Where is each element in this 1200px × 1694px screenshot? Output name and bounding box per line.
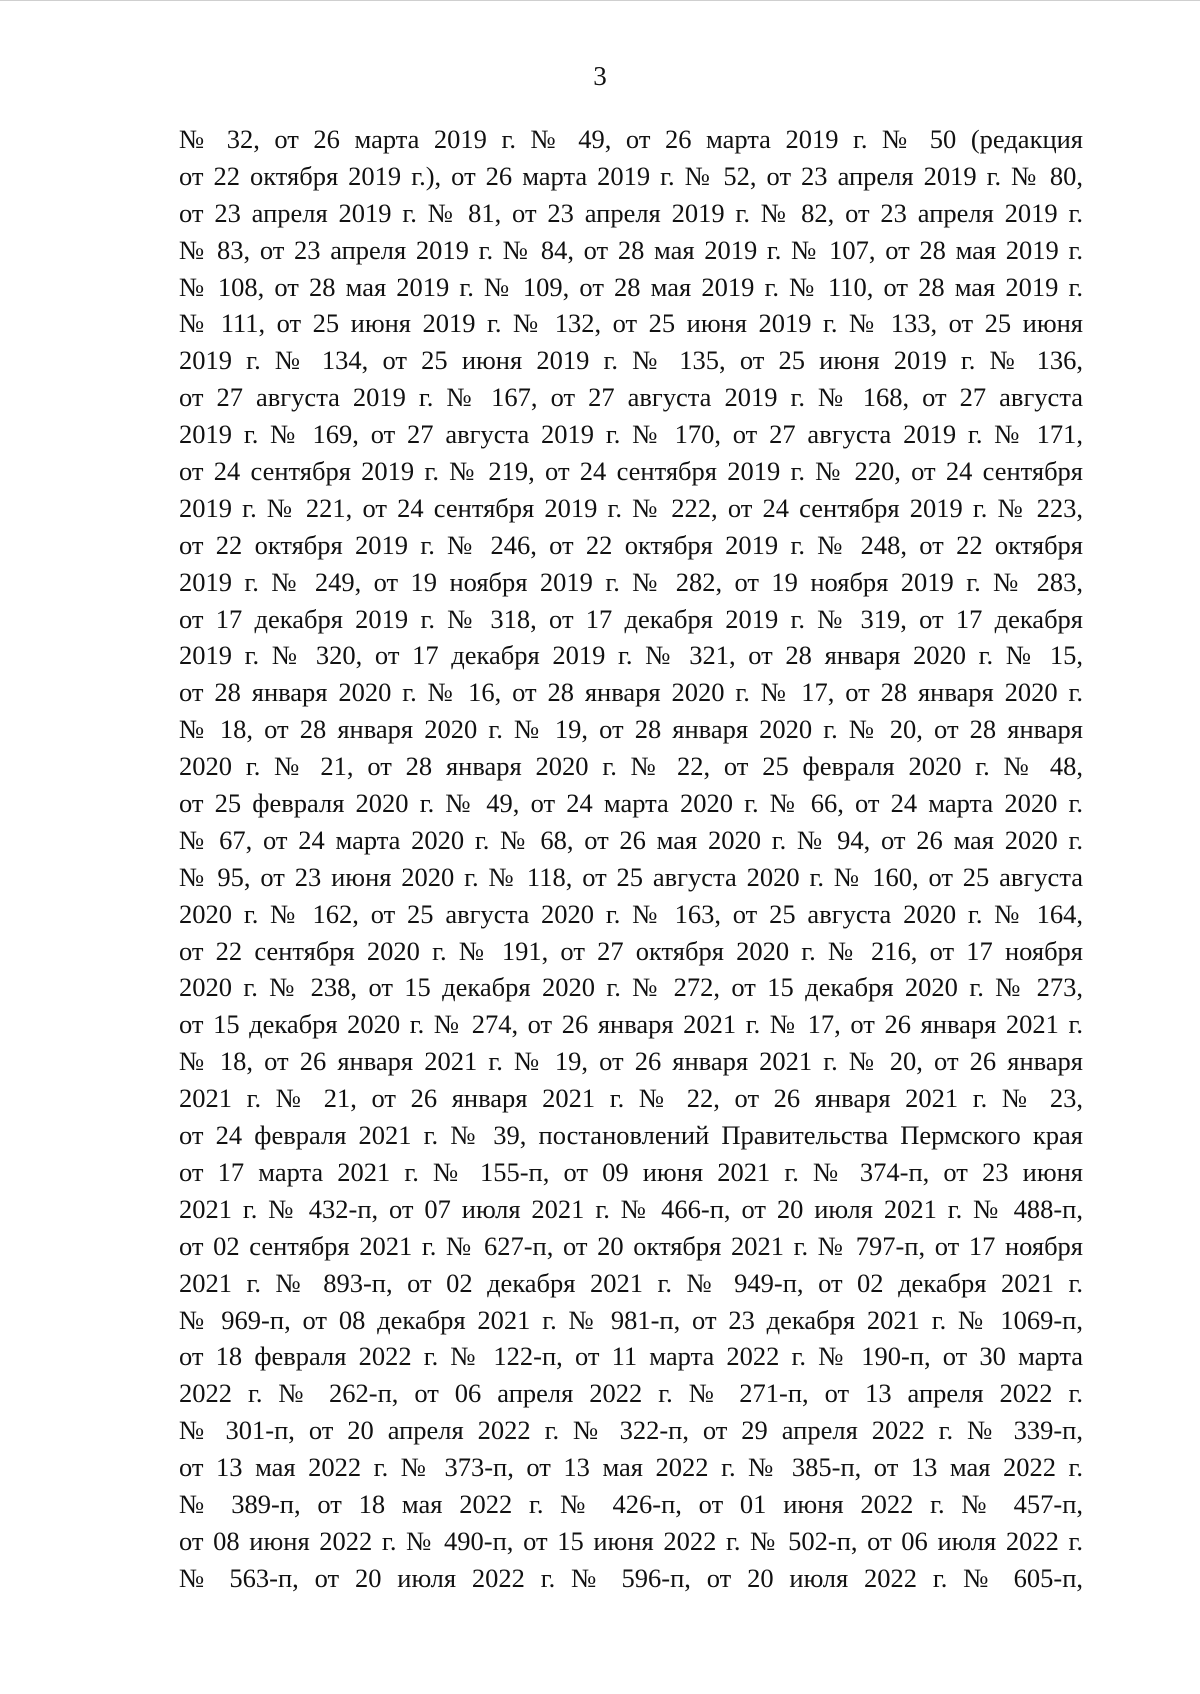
body-text (179, 121, 1083, 1597)
text-line: № 389-п, от 18 мая 2022 г. № 426-п, от 01 июня 2022 г. № 457-п, (179, 1488, 1083, 1519)
text-line: от 22 октября 2019 г.), от 26 марта 2019 г. № 52, от 23 апреля 2019 г. № 80, (179, 160, 1083, 191)
text-line: от 25 февраля 2020 г. № 49, от 24 марта 2020 г. № 66, от 24 марта 2020 г. (179, 788, 1083, 819)
text-line: 2019 г. № 221, от 24 сентября 2019 г. № 222, от 24 сентября 2019 г. № 223, (179, 492, 1083, 523)
text-line: № 83, от 23 апреля 2019 г. № 84, от 28 мая 2019 г. № 107, от 28 мая 2019 г. (179, 234, 1083, 265)
text-line: № 969-п, от 08 декабря 2021 г. № 981-п, от 23 декабря 2021 г. № 1069-п, (179, 1304, 1083, 1335)
text-line: № 18, от 28 января 2020 г. № 19, от 28 января 2020 г. № 20, от 28 января (179, 714, 1083, 745)
text-line: от 13 мая 2022 г. № 373-п, от 13 мая 2022 г. № 385-п, от 13 мая 2022 г. (179, 1452, 1083, 1483)
text-line: от 23 апреля 2019 г. № 81, от 23 апреля 2019 г. № 82, от 23 апреля 2019 г. (179, 197, 1083, 228)
text-line: 2021 г. № 21, от 26 января 2021 г. № 22, от 26 января 2021 г. № 23, (179, 1083, 1083, 1114)
text-line: от 15 декабря 2020 г. № 274, от 26 января 2021 г. № 17, от 26 января 2021 г. (179, 1009, 1083, 1040)
page-number: 3 (593, 61, 607, 91)
text-line: от 02 сентября 2021 г. № 627-п, от 20 октября 2021 г. № 797-п, от 17 ноября (179, 1230, 1083, 1261)
text-line: 2020 г. № 238, от 15 декабря 2020 г. № 272, от 15 декабря 2020 г. № 273, (179, 972, 1083, 1003)
text-line: № 95, от 23 июня 2020 г. № 118, от 25 августа 2020 г. № 160, от 25 августа (179, 861, 1083, 892)
text-line: от 17 декабря 2019 г. № 318, от 17 декабря 2019 г. № 319, от 17 декабря (179, 603, 1083, 634)
text-line: от 24 февраля 2021 г. № 39, постановлений Правительства Пермского края (179, 1120, 1083, 1151)
text-line: № 32, от 26 марта 2019 г. № 49, от 26 марта 2019 г. № 50 (редакция (179, 124, 1083, 154)
text-line: от 27 августа 2019 г. № 167, от 27 августа 2019 г. № 168, от 27 августа (179, 382, 1083, 413)
text-line: 2022 г. № 262-п, от 06 апреля 2022 г. № 271-п, от 13 апреля 2022 г. (179, 1378, 1083, 1409)
text-line: от 18 февраля 2022 г. № 122-п, от 11 марта 2022 г. № 190-п, от 30 марта (179, 1341, 1083, 1372)
text-line: от 22 сентября 2020 г. № 191, от 27 октября 2020 г. № 216, от 17 ноября (179, 935, 1083, 966)
text-line: 2019 г. № 249, от 19 ноября 2019 г. № 282, от 19 ноября 2019 г. № 283, (179, 566, 1083, 597)
text-line: 2020 г. № 162, от 25 августа 2020 г. № 163, от 25 августа 2020 г. № 164, (179, 898, 1083, 929)
text-line: № 111, от 25 июня 2019 г. № 132, от 25 июня 2019 г. № 133, от 25 июня (179, 308, 1083, 339)
text-line: от 17 марта 2021 г. № 155-п, от 09 июня 2021 г. № 374-п, от 23 июня (179, 1156, 1083, 1187)
text-line: 2021 г. № 432-п, от 07 июля 2021 г. № 466-п, от 20 июля 2021 г. № 488-п, (179, 1193, 1083, 1224)
text-line: 2019 г. № 320, от 17 декабря 2019 г. № 321, от 28 января 2020 г. № 15, (179, 640, 1083, 671)
text-line: от 22 октября 2019 г. № 246, от 22 октября 2019 г. № 248, от 22 октября (179, 529, 1083, 560)
text-line: № 67, от 24 марта 2020 г. № 68, от 26 мая 2020 г. № 94, от 26 мая 2020 г. (179, 824, 1083, 855)
text-line: 2021 г. № 893-п, от 02 декабря 2021 г. № 949-п, от 02 декабря 2021 г. (179, 1267, 1083, 1298)
text-line: от 28 января 2020 г. № 16, от 28 января 2020 г. № 17, от 28 января 2020 г. (179, 677, 1083, 708)
text-line: от 24 сентября 2019 г. № 219, от 24 сентября 2019 г. № 220, от 24 сентября (179, 456, 1083, 487)
text-line: 2019 г. № 169, от 27 августа 2019 г. № 170, от 27 августа 2019 г. № 171, (179, 419, 1083, 450)
text-line: 2020 г. № 21, от 28 января 2020 г. № 22, от 25 февраля 2020 г. № 48, (179, 751, 1083, 782)
text-line: 2019 г. № 134, от 25 июня 2019 г. № 135, от 25 июня 2019 г. № 136, (179, 345, 1083, 376)
text-line: № 563-п, от 20 июля 2022 г. № 596-п, от 20 июля 2022 г. № 605-п, (179, 1562, 1083, 1593)
text-line: № 301-п, от 20 апреля 2022 г. № 322-п, от 29 апреля 2022 г. № 339-п, (179, 1415, 1083, 1446)
text-line: № 18, от 26 января 2021 г. № 19, от 26 января 2021 г. № 20, от 26 января (179, 1046, 1083, 1077)
text-line: от 08 июня 2022 г. № 490-п, от 15 июня 2022 г. № 502-п, от 06 июля 2022 г. (179, 1525, 1083, 1556)
text-line: № 108, от 28 мая 2019 г. № 109, от 28 мая 2019 г. № 110, от 28 мая 2019 г. (179, 271, 1083, 302)
